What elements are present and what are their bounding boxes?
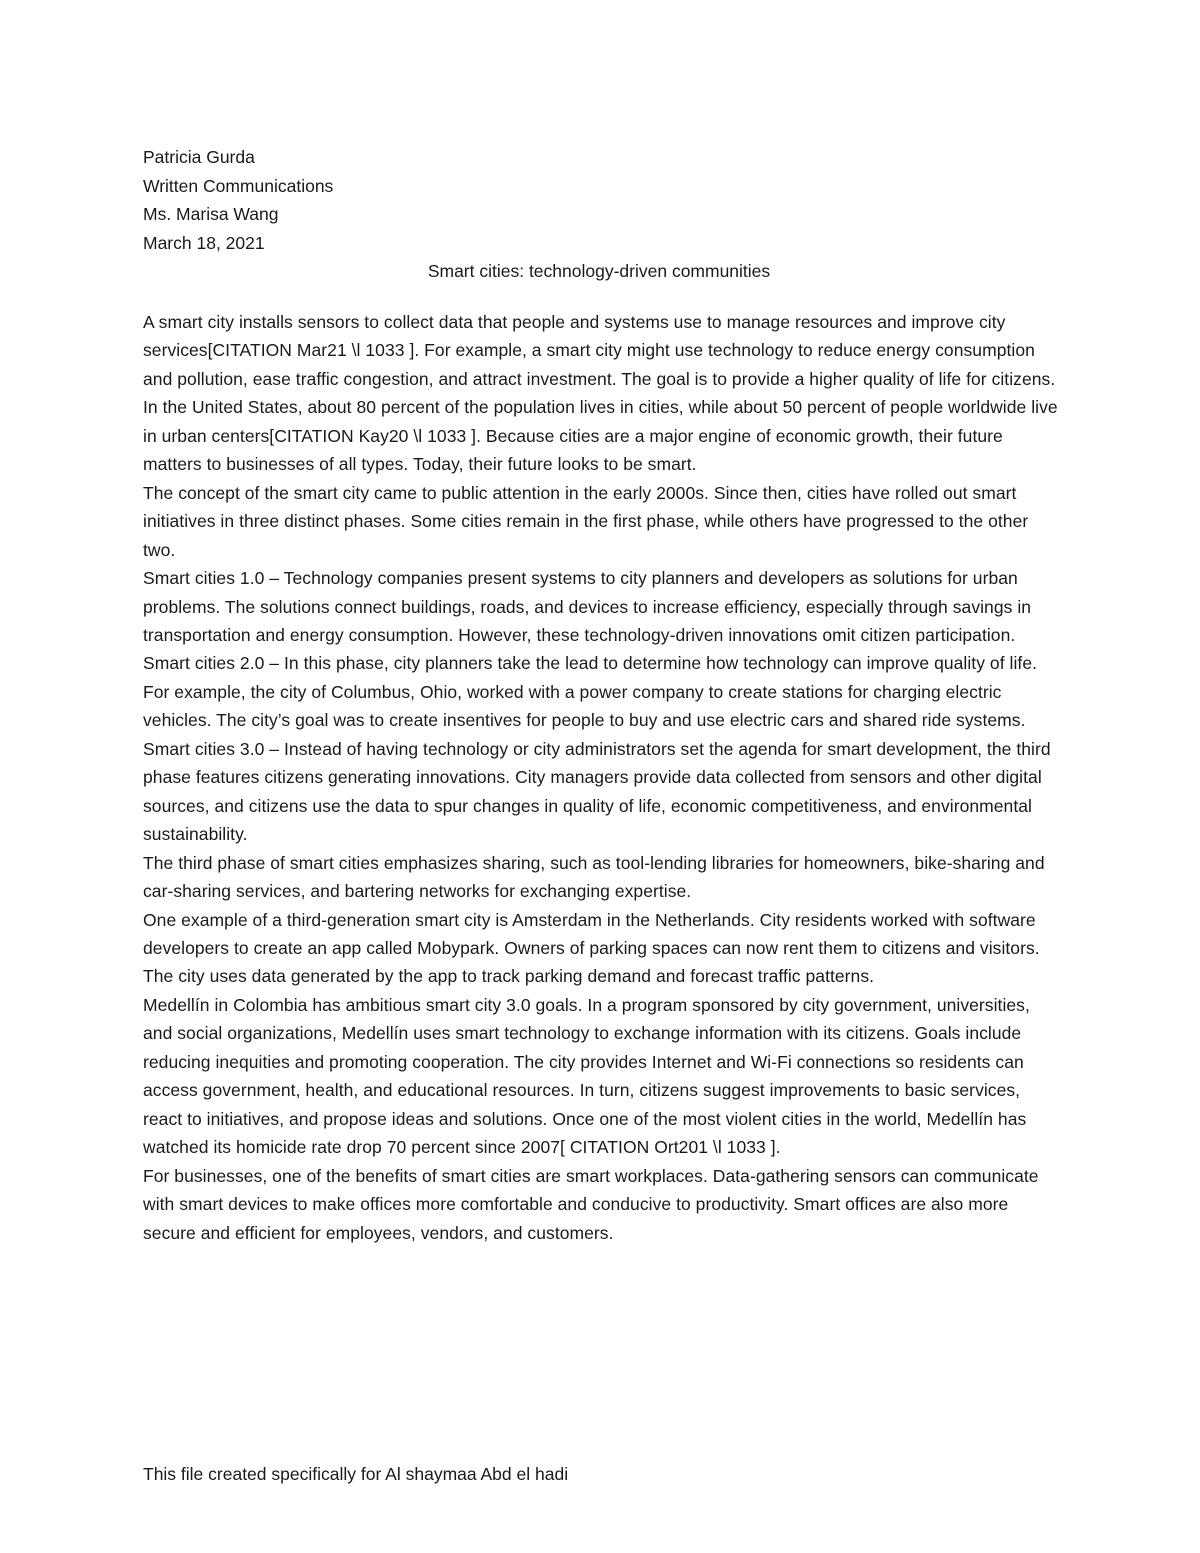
- document-body: [143, 308, 1063, 1247]
- paragraph-medellin: Medellín in Colombia has ambitious smart city 3.0 goals. In a program sponsored by city government, universities, and social organizations, Medellín uses smart technology to exchange information with its citizens. Goals include reducing inequities and promoting cooperation. The city provides Internet and Wi-Fi connections so residents can access government, health, and educational resources. In turn, citizens suggest improvements to basic services, react to initiatives, and propose ideas and solutions. Once one of the most violent cities in the world, Medellín has watched its homicide rate drop 70 percent since 2007[ CITATION Ort201 \l 1033 ].: [143, 994, 1030, 1158]
- paragraph-population: In the United States, about 80 percent of the population lives in cities, while about 50 percent of people worldwide live in urban centers[CITATION Kay20 \l 1033 ]. Because cities are a major engine of economic growth, their future matters to businesses of all types. Today, their future looks to be smart.: [143, 397, 1058, 475]
- paragraph-intro: A smart city installs sensors to collect data that people and systems use to manage resources and improve city services[CITATION Mar21 \l 1033 ]. For example, a smart city might use technology to reduce energy consumption and pollution, ease traffic congestion, and attract investment. The goal is to provide a higher quality of life for citizens.: [143, 312, 1056, 389]
- instructor-name: Ms. Marisa Wang: [143, 204, 279, 225]
- document-footer: This file created specifically for Al shaymaa Abd el hadi: [143, 1464, 569, 1484]
- paragraph-smart-cities-2: Smart cities 2.0 – In this phase, city planners take the lead to determine how technology can improve quality of life. For example, the city of Columbus, Ohio, worked with a power company to create stations for charging electric vehicles. The city’s goal was to create insentives for people to buy and use electric cars and shared ride systems.: [143, 653, 1038, 731]
- paragraph-businesses: For businesses, one of the benefits of smart cities are smart workplaces. Data-gathering sensors can communicate with smart devices to make offices more comfortable and conducive to productivity. Smart offices are also more secure and efficient for employees, vendors, and customers.: [143, 1165, 1039, 1243]
- document-header: [143, 143, 1073, 257]
- author-name: Patricia Gurda: [143, 147, 255, 167]
- document-date: March 18, 2021: [143, 232, 265, 253]
- paragraph-smart-cities-1: Smart cities 1.0 – Technology companies present systems to city planners and developers as solutions for urban problems. The solutions connect buildings, roads, and devices to increase efficiency, especially through savings in transportation and energy consumption. However, these technology-driven innovations omit citizen participation.: [143, 568, 1032, 645]
- document-title: Smart cities: technology-driven communities: [427, 261, 771, 281]
- course-name: Written Communications: [143, 175, 334, 196]
- paragraph-smart-cities-3: Smart cities 3.0 – Instead of having technology or city administrators set the agenda for smart development, the third phase features citizens generating innovations. City managers provide data collected from sensors and other digital sources, and citizens use the data to spur changes in quality of life, economic competitiveness, and environmental sustainability.: [143, 738, 1051, 845]
- paragraph-concept: The concept of the smart city came to public attention in the early 2000s. Since then, cities have rolled out smart initiatives in three distinct phases. Some cities remain in the first phase, while others have progressed to the other two.: [143, 482, 1029, 560]
- paragraph-sharing: The third phase of smart cities emphasizes sharing, such as tool-lending libraries for homeowners, bike-sharing and car-sharing services, and bartering networks for exchanging expertise.: [143, 852, 1045, 902]
- paragraph-amsterdam: One example of a third-generation smart city is Amsterdam in the Netherlands. City residents worked with software developers to create an app called Mobypark. Owners of parking spaces can now rent them to citizens and visitors. The city uses data generated by the app to track parking demand and forecast traffic patterns.: [143, 909, 1040, 987]
